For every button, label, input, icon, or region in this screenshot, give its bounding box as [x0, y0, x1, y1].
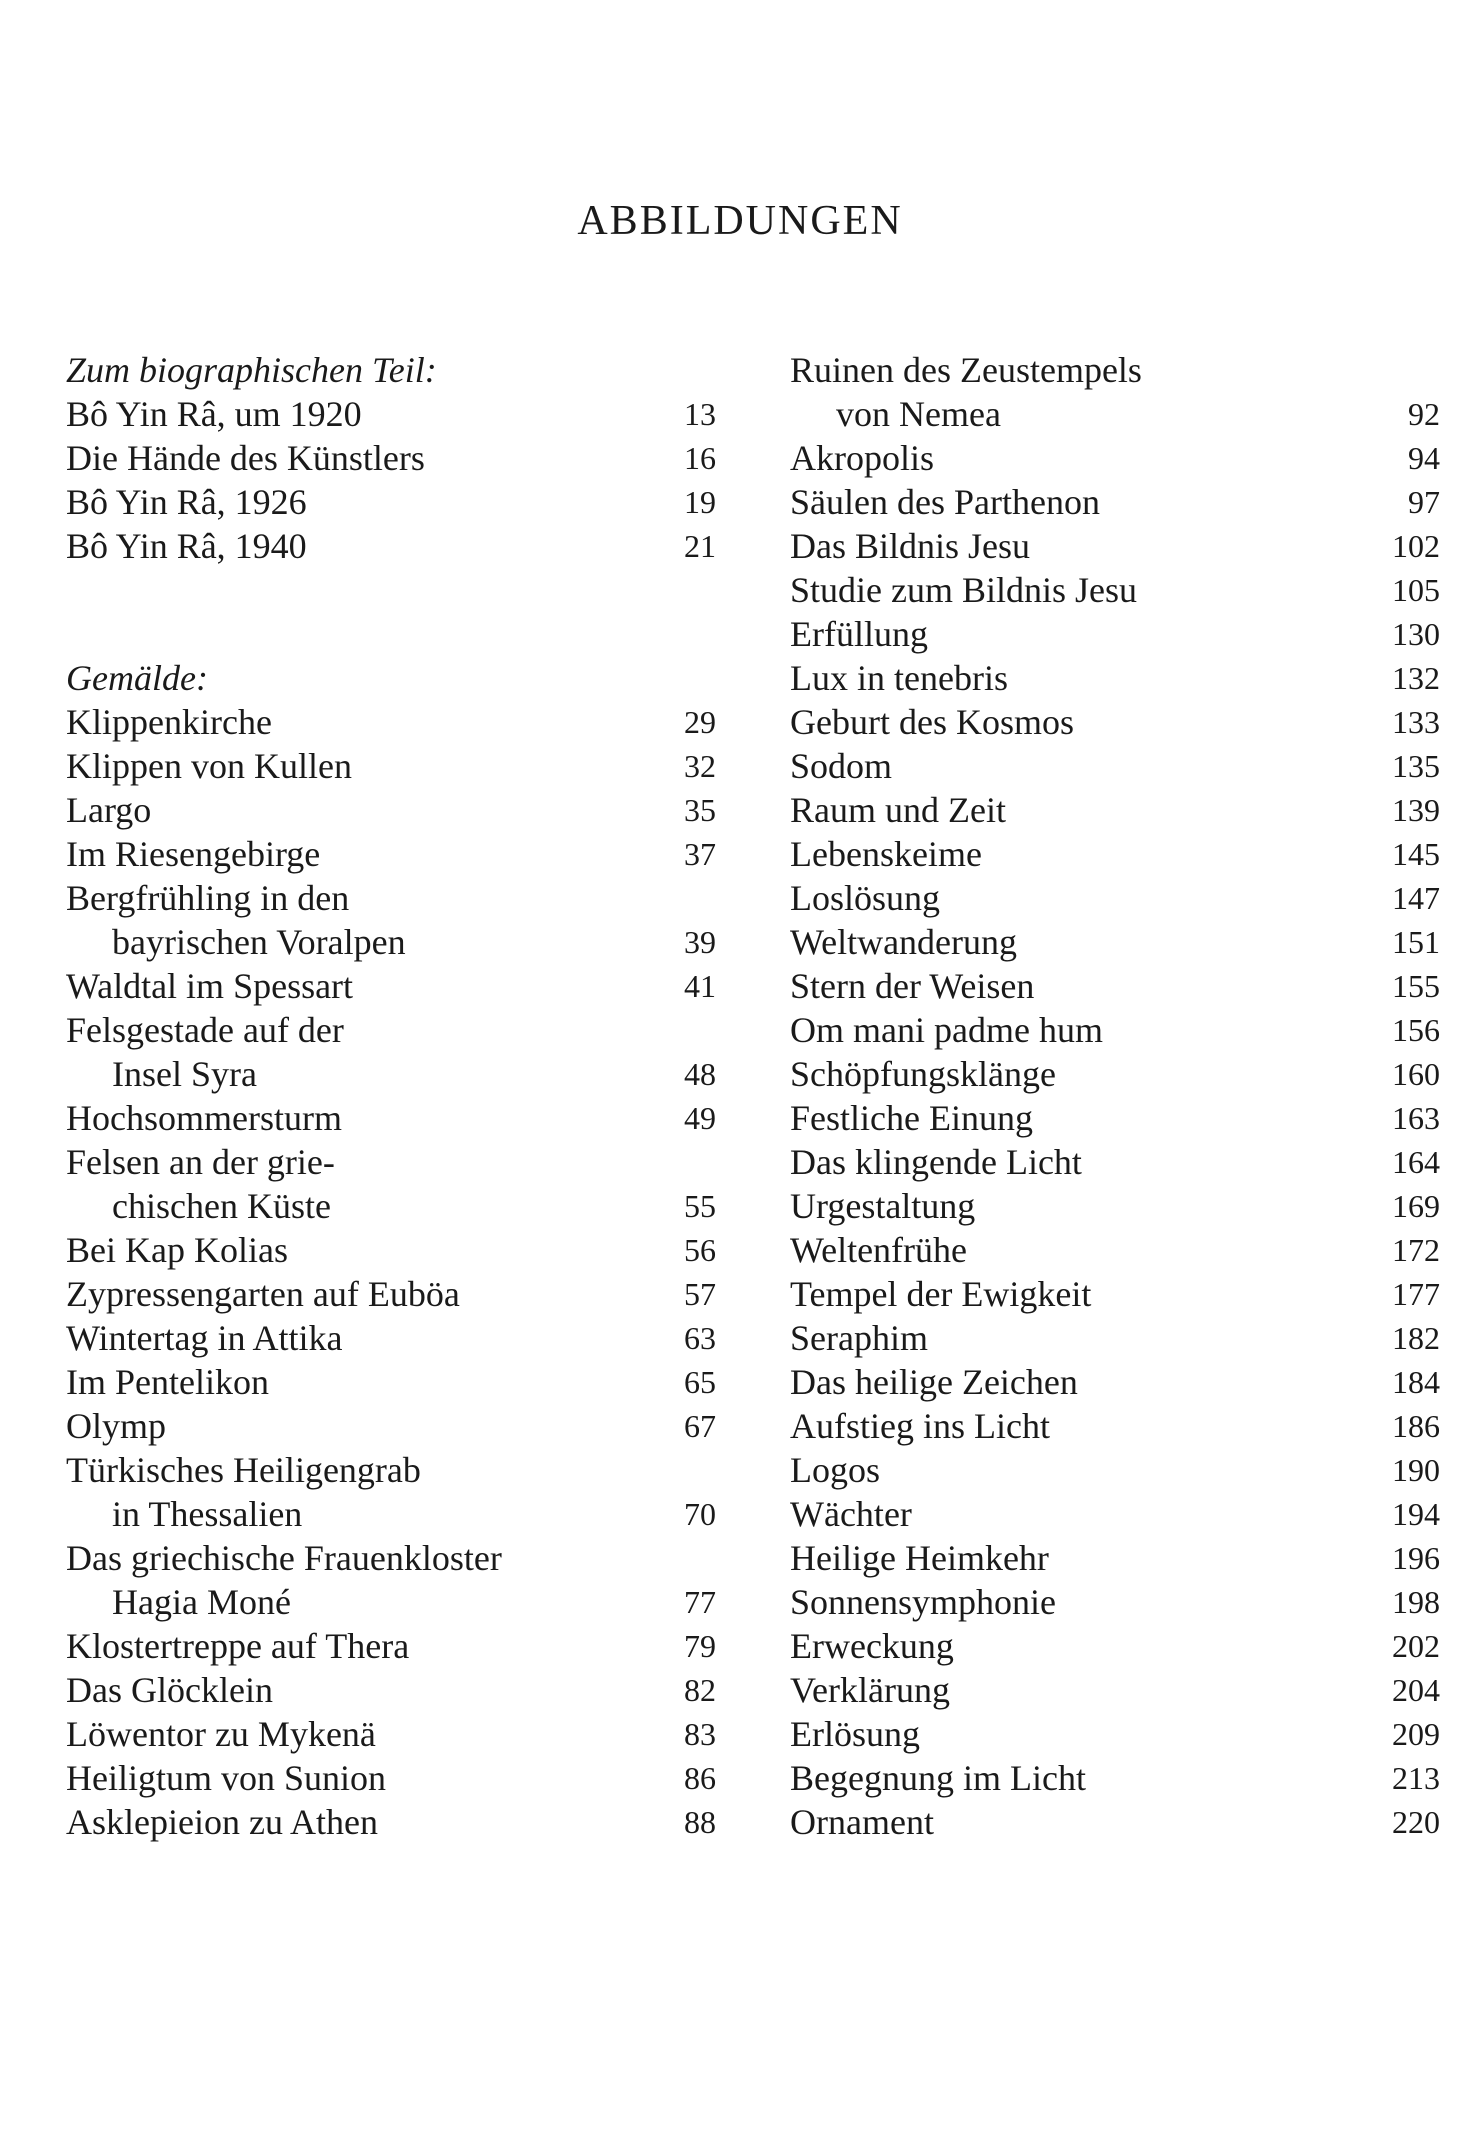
right-column — [790, 348, 1440, 1844]
entry-title: Hochsommersturm — [66, 1098, 342, 1138]
entry-title: Waldtal im Spessart — [66, 966, 354, 1006]
entry-page-number: 19 — [684, 484, 716, 520]
index-entry — [790, 348, 1440, 392]
entry-page-number: 160 — [1392, 1056, 1440, 1092]
index-entry — [66, 700, 716, 744]
index-entry — [790, 920, 1440, 964]
entry-page-number: 102 — [1392, 528, 1440, 564]
index-entry — [790, 964, 1440, 1008]
entry-title: Verklärung — [790, 1670, 950, 1710]
entry-title: Begegnung im Licht — [790, 1758, 1086, 1798]
entry-title: Im Riesengebirge — [66, 834, 321, 874]
entry-page-number: 182 — [1392, 1320, 1440, 1356]
entry-title: Hagia Moné — [112, 1582, 291, 1622]
index-entry — [790, 568, 1440, 612]
entry-page-number: 63 — [684, 1320, 716, 1356]
entry-title: Das Glöcklein — [66, 1670, 273, 1710]
entry-page-number: 37 — [684, 836, 716, 872]
entry-page-number: 177 — [1392, 1276, 1440, 1312]
page-title: ABBILDUNGEN — [577, 198, 903, 244]
index-entry — [66, 1800, 716, 1844]
index-entry — [66, 920, 716, 964]
entry-title: Klostertreppe auf Thera — [66, 1626, 410, 1666]
entry-title: Studie zum Bildnis Jesu — [790, 570, 1138, 610]
entry-page-number: 213 — [1392, 1760, 1440, 1796]
index-entry — [790, 1448, 1440, 1492]
entry-page-number: 132 — [1392, 660, 1440, 696]
index-entry — [790, 436, 1440, 480]
entry-title: Erlösung — [790, 1714, 920, 1754]
entry-page-number: 155 — [1392, 968, 1440, 1004]
index-entry — [66, 1272, 716, 1316]
entry-page-number: 184 — [1392, 1364, 1440, 1400]
index-entry — [790, 876, 1440, 920]
index-entry — [790, 788, 1440, 832]
entry-title: Geburt des Kosmos — [790, 702, 1074, 742]
entry-title: Klippen von Kullen — [66, 746, 352, 786]
entry-title: Bô Yin Râ, um 1920 — [66, 394, 362, 434]
entry-title: Bô Yin Râ, 1940 — [66, 526, 307, 566]
entry-page-number: 186 — [1392, 1408, 1440, 1444]
entry-title: Das griechische Frauenkloster — [66, 1538, 502, 1578]
entry-page-number: 16 — [684, 440, 716, 476]
index-entry — [66, 1316, 716, 1360]
entry-page-number: 198 — [1392, 1584, 1440, 1620]
entry-page-number: 130 — [1392, 616, 1440, 652]
entry-title: Lux in tenebris — [790, 658, 1008, 698]
entry-title: Lebenskeime — [790, 834, 982, 874]
entry-title: Aufstieg ins Licht — [790, 1406, 1050, 1446]
entry-page-number: 13 — [684, 396, 716, 432]
index-entry — [66, 1008, 716, 1052]
entry-title: Raum und Zeit — [790, 790, 1006, 830]
index-entry — [66, 524, 716, 568]
left-column — [66, 348, 716, 1844]
entry-title: Bô Yin Râ, 1926 — [66, 482, 307, 522]
entry-page-number: 133 — [1392, 704, 1440, 740]
entry-title: Stern der Weisen — [790, 966, 1035, 1006]
entry-title: Wintertag in Attika — [66, 1318, 343, 1358]
entry-title: Sonnensymphonie — [790, 1582, 1056, 1622]
index-entry — [66, 1756, 716, 1800]
entry-page-number: 163 — [1392, 1100, 1440, 1136]
entry-page-number: 49 — [684, 1100, 716, 1136]
entry-title: Wächter — [790, 1494, 912, 1534]
entry-page-number: 67 — [684, 1408, 716, 1444]
index-entry — [66, 832, 716, 876]
entry-page-number: 88 — [684, 1804, 716, 1840]
entry-title: Erweckung — [790, 1626, 954, 1666]
entry-page-number: 29 — [684, 704, 716, 740]
entry-page-number: 32 — [684, 748, 716, 784]
index-entry — [66, 1448, 716, 1492]
index-entry — [66, 480, 716, 524]
index-entry — [66, 876, 716, 920]
entry-page-number: 41 — [684, 968, 716, 1004]
entry-title: Sodom — [790, 746, 893, 786]
entry-title: Largo — [66, 790, 152, 830]
entry-title: Weltwanderung — [790, 922, 1018, 962]
entry-title: Ornament — [790, 1802, 934, 1842]
index-entry — [790, 744, 1440, 788]
index-entry — [66, 1052, 716, 1096]
index-entry — [790, 1184, 1440, 1228]
entry-page-number: 39 — [684, 924, 716, 960]
entry-title: bayrischen Voralpen — [112, 922, 406, 962]
entry-title: Zum biographischen Teil: — [66, 350, 437, 390]
entry-title: Klippenkirche — [66, 702, 272, 742]
index-entry — [790, 1712, 1440, 1756]
entry-title: Olymp — [66, 1406, 167, 1446]
index-entry — [790, 1228, 1440, 1272]
index-entry — [790, 1800, 1440, 1844]
entry-title: Om mani padme hum — [790, 1010, 1103, 1050]
index-entry — [66, 1184, 716, 1228]
entry-title: Heiligtum von Sunion — [66, 1758, 387, 1798]
index-entry — [66, 1404, 716, 1448]
index-entry — [66, 392, 716, 436]
entry-title: Weltenfrühe — [790, 1230, 968, 1270]
entry-title: Bergfrühling in den — [66, 878, 350, 918]
entry-title: Heilige Heimkehr — [790, 1538, 1049, 1578]
entry-page-number: 21 — [684, 528, 716, 564]
spacer — [66, 568, 716, 656]
entry-title: Ruinen des Zeustempels — [790, 350, 1142, 390]
index-entry — [790, 480, 1440, 524]
entry-page-number: 139 — [1392, 792, 1440, 828]
entry-page-number: 57 — [684, 1276, 716, 1312]
entry-title: Schöpfungsklänge — [790, 1054, 1056, 1094]
index-entry — [790, 1580, 1440, 1624]
entry-page-number: 83 — [684, 1716, 716, 1752]
entry-title: Das heilige Zeichen — [790, 1362, 1078, 1402]
entry-page-number: 194 — [1392, 1496, 1440, 1532]
entry-title: Urgestaltung — [790, 1186, 976, 1226]
entry-page-number: 172 — [1392, 1232, 1440, 1268]
entry-page-number: 65 — [684, 1364, 716, 1400]
index-entry — [66, 1668, 716, 1712]
index-entry — [790, 524, 1440, 568]
entry-page-number: 56 — [684, 1232, 716, 1268]
index-entry — [790, 1316, 1440, 1360]
index-entry — [66, 1624, 716, 1668]
index-entry — [790, 1668, 1440, 1712]
index-entry — [790, 1404, 1440, 1448]
entry-page-number: 202 — [1392, 1628, 1440, 1664]
entry-title: chischen Küste — [112, 1186, 331, 1226]
entry-title: in Thessalien — [112, 1494, 303, 1534]
entry-title: Türkisches Heiligengrab — [66, 1450, 421, 1490]
entry-title: Asklepieion zu Athen — [66, 1802, 378, 1842]
section-heading — [66, 656, 716, 700]
index-entry — [66, 436, 716, 480]
entry-page-number: 48 — [684, 1056, 716, 1092]
index-entry — [66, 744, 716, 788]
entry-page-number: 77 — [684, 1584, 716, 1620]
entry-page-number: 164 — [1392, 1144, 1440, 1180]
entry-title: Tempel der Ewigkeit — [790, 1274, 1092, 1314]
index-entry — [790, 1096, 1440, 1140]
entry-title: Zypressengarten auf Euböa — [66, 1274, 460, 1314]
index-entry — [790, 656, 1440, 700]
entry-title: Felsen an der grie- — [66, 1142, 335, 1182]
entry-title: von Nemea — [836, 394, 1001, 434]
entry-title: Im Pentelikon — [66, 1362, 269, 1402]
entry-page-number: 70 — [684, 1496, 716, 1532]
index-entry — [790, 832, 1440, 876]
index-entry — [66, 1360, 716, 1404]
entry-page-number: 156 — [1392, 1012, 1440, 1048]
index-entry — [66, 1228, 716, 1272]
index-entry — [66, 964, 716, 1008]
index-entry — [66, 1536, 716, 1580]
index-entry — [66, 1096, 716, 1140]
entry-title: Insel Syra — [112, 1054, 257, 1094]
index-entry — [790, 1272, 1440, 1316]
entry-title: Akropolis — [790, 438, 934, 478]
entry-title: Logos — [790, 1450, 880, 1490]
section-heading — [66, 348, 716, 392]
entry-page-number: 55 — [684, 1188, 716, 1224]
index-entry — [66, 1492, 716, 1536]
entry-page-number: 94 — [1408, 440, 1440, 476]
entry-page-number: 151 — [1392, 924, 1440, 960]
entry-page-number: 204 — [1392, 1672, 1440, 1708]
entry-title: Das Bildnis Jesu — [790, 526, 1031, 566]
index-entry — [790, 1140, 1440, 1184]
entry-title: Seraphim — [790, 1318, 928, 1358]
index-entry — [790, 1008, 1440, 1052]
entry-page-number: 135 — [1392, 748, 1440, 784]
entry-title: Die Hände des Künstlers — [66, 438, 425, 478]
entry-page-number: 105 — [1392, 572, 1440, 608]
entry-title: Säulen des Parthenon — [790, 482, 1100, 522]
entry-page-number: 92 — [1408, 396, 1440, 432]
entry-page-number: 190 — [1392, 1452, 1440, 1488]
entry-title: Erfüllung — [790, 614, 928, 654]
index-entry — [790, 1492, 1440, 1536]
entry-page-number: 196 — [1392, 1540, 1440, 1576]
entry-page-number: 86 — [684, 1760, 716, 1796]
entry-title: Felsgestade auf der — [66, 1010, 344, 1050]
index-entry — [790, 612, 1440, 656]
index-entry — [790, 700, 1440, 744]
index-entry — [66, 788, 716, 832]
entry-title: Loslösung — [790, 878, 941, 918]
entry-title: Festliche Einung — [790, 1098, 1033, 1138]
entry-page-number: 220 — [1392, 1804, 1440, 1840]
entry-page-number: 97 — [1408, 484, 1440, 520]
index-entry — [790, 1052, 1440, 1096]
index-entry — [790, 1536, 1440, 1580]
entry-page-number: 209 — [1392, 1716, 1440, 1752]
index-entry — [790, 1756, 1440, 1800]
entry-page-number: 79 — [684, 1628, 716, 1664]
entry-title: Das klingende Licht — [790, 1142, 1082, 1182]
index-entry — [66, 1140, 716, 1184]
entry-page-number: 169 — [1392, 1188, 1440, 1224]
entry-page-number: 147 — [1392, 880, 1440, 916]
entry-page-number: 82 — [684, 1672, 716, 1708]
entry-title: Löwentor zu Mykenä — [66, 1714, 376, 1754]
index-entry — [790, 1360, 1440, 1404]
entry-page-number: 35 — [684, 792, 716, 828]
index-entry — [790, 1624, 1440, 1668]
index-entry — [790, 392, 1440, 436]
entry-title: Gemälde: — [66, 658, 208, 698]
index-entry — [66, 1580, 716, 1624]
entry-page-number: 145 — [1392, 836, 1440, 872]
index-entry — [66, 1712, 716, 1756]
entry-title: Bei Kap Kolias — [66, 1230, 288, 1270]
